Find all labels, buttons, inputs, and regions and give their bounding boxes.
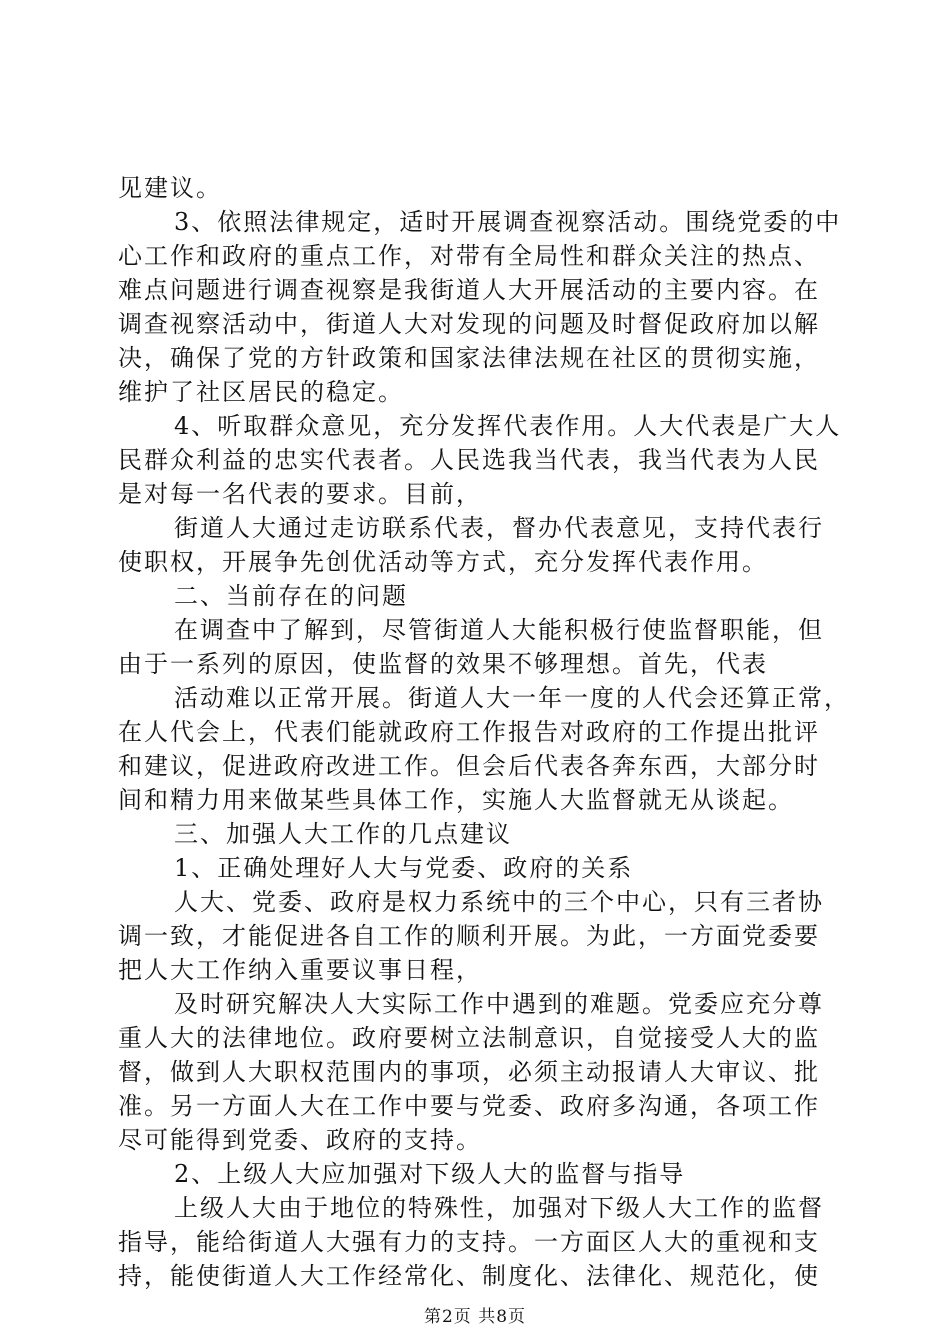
- text-line: 心工作和政府的重点工作，对带有全局性和群众关注的热点、: [118, 242, 820, 270]
- section-heading: 二、当前存在的问题: [174, 582, 408, 610]
- text-line: 活动难以正常开展。街道人大一年一度的人代会还算正常，: [174, 684, 850, 712]
- text-line: 见建议。: [118, 174, 222, 202]
- text-line: 民群众利益的忠实代表者。人民选我当代表，我当代表为人民: [118, 446, 820, 474]
- text-line: 准。另一方面人大在工作中要与党委、政府多沟通，各项工作: [118, 1092, 820, 1120]
- section-heading: 三、加强人大工作的几点建议: [174, 820, 512, 848]
- text-line: 3、依照法律规定，适时开展调查视察活动。围绕党委的中: [174, 208, 842, 236]
- text-line: 督，做到人大职权范围内的事项，必须主动报请人大审议、批: [118, 1058, 820, 1086]
- text-line: 及时研究解决人大实际工作中遇到的难题。党委应充分尊: [174, 990, 824, 1018]
- text-line: 4、听取群众意见，充分发挥代表作用。人大代表是广大人: [174, 412, 842, 440]
- text-line: 指导，能给街道人大强有力的支持。一方面区人大的重视和支: [118, 1228, 820, 1256]
- text-line: 持，能使街道人大工作经常化、制度化、法律化、规范化，使: [118, 1262, 820, 1290]
- text-line: 在人代会上，代表们能就政府工作报告对政府的工作提出批评: [118, 718, 820, 746]
- text-line: 调查视察活动中，街道人大对发现的问题及时督促政府加以解: [118, 310, 820, 338]
- subsection-heading: 1、正确处理好人大与党委、政府的关系: [174, 854, 634, 882]
- page-number-footer: 第2页 共8页: [423, 1307, 527, 1327]
- text-line: 在调查中了解到，尽管街道人大能积极行使监督职能，但: [174, 616, 824, 644]
- text-line: 把人大工作纳入重要议事日程，: [118, 956, 482, 984]
- text-line: 街道人大通过走访联系代表，督办代表意见，支持代表行: [174, 514, 824, 542]
- text-line: 尽可能得到党委、政府的支持。: [118, 1126, 482, 1154]
- text-line: 上级人大由于地位的特殊性，加强对下级人大工作的监督: [174, 1194, 824, 1222]
- text-line: 人大、党委、政府是权力系统中的三个中心，只有三者协: [174, 888, 824, 916]
- text-line: 决，确保了党的方针政策和国家法律法规在社区的贯彻实施，: [118, 344, 820, 372]
- text-line: 调一致，才能促进各自工作的顺利开展。为此，一方面党委要: [118, 922, 820, 950]
- text-line: 重人大的法律地位。政府要树立法制意识，自觉接受人大的监: [118, 1024, 820, 1052]
- text-line: 维护了社区居民的稳定。: [118, 378, 404, 406]
- subsection-heading: 2、上级人大应加强对下级人大的监督与指导: [174, 1160, 686, 1188]
- text-line: 间和精力用来做某些具体工作，实施人大监督就无从谈起。: [118, 786, 794, 814]
- text-line: 由于一系列的原因，使监督的效果不够理想。首先，代表: [118, 650, 768, 678]
- text-line: 难点问题进行调查视察是我街道人大开展活动的主要内容。在: [118, 276, 820, 304]
- text-line: 是对每一名代表的要求。目前，: [118, 480, 482, 508]
- text-line: 和建议，促进政府改进工作。但会后代表各奔东西，大部分时: [118, 752, 820, 780]
- text-line: 使职权，开展争先创优活动等方式，充分发挥代表作用。: [118, 548, 768, 576]
